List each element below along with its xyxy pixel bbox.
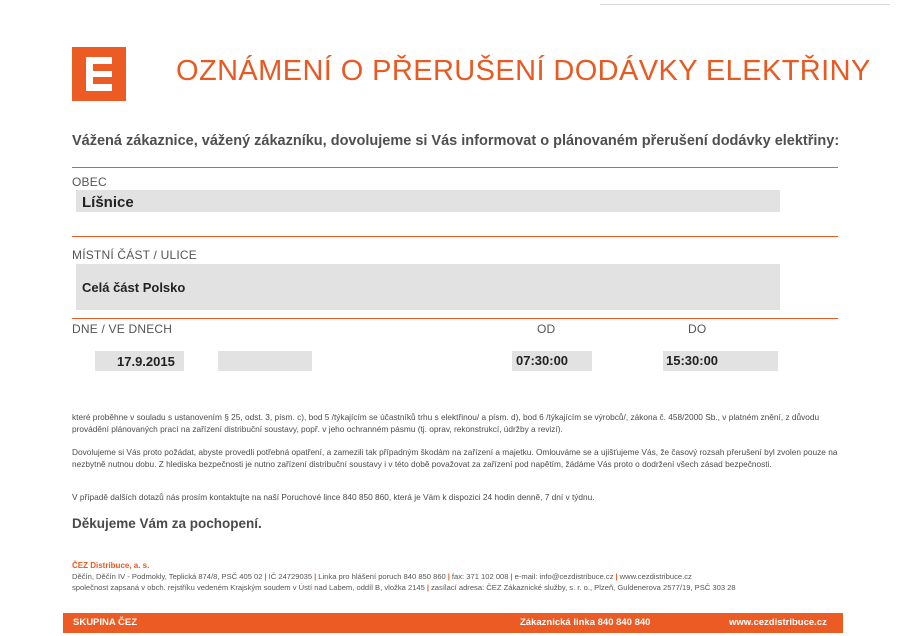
customer-line: Zákaznická linka 840 840 840 xyxy=(520,617,651,628)
footer-web: www.cezdistribuce.cz xyxy=(619,572,692,581)
ulice-label: MÍSTNÍ ČÁST / ULICE xyxy=(72,248,197,262)
den-value: 17.9.2015 xyxy=(117,354,175,369)
footer-linka: Linka pro hlášení poruch 840 850 860 xyxy=(318,572,446,581)
body-paragraph-3: V případě dalších dotazů nás prosím kontaktujte na naší Poruchové lince 840 850 860, která je Vám k dispozici 24 hodin denně, 7 dní v týdnu. xyxy=(72,492,595,502)
obec-value: Líšnice xyxy=(82,194,134,211)
den-extra-field xyxy=(218,351,312,371)
obec-label: OBEC xyxy=(72,175,107,189)
divider xyxy=(72,167,838,168)
footer-fax: fax: 371 102 008 xyxy=(451,572,509,581)
divider xyxy=(72,236,838,237)
cez-logo-icon xyxy=(72,47,126,101)
footer-sender: zasílací adresa: ČEZ Zákaznické služby, s. r. o., Plzeň, Guldenerova 2577/19, PSČ 303 28 xyxy=(431,583,736,592)
page-title: OZNÁMENÍ O PŘERUŠENÍ DODÁVKY ELEKTŘINY xyxy=(176,55,871,87)
den-label: DNE / VE DNECH xyxy=(72,322,173,336)
company-name: ČEZ Distribuce, a. s. xyxy=(72,561,150,570)
footer-registry-line: společnost zapsaná v obch. rejstříku vedeném Krajským soudem v Ústí nad Labem, oddíl B, vložka 2145 | zasílací adresa: ČEZ Zákaznické služby, s. r. o., Plzeň, Guldenerova 2577/19, PSČ 303 28 xyxy=(72,583,736,592)
do-value: 15:30:00 xyxy=(666,353,719,368)
footer-ic: IČ 24729035 xyxy=(268,572,313,581)
obec-field xyxy=(76,190,780,212)
od-value: 07:30:00 xyxy=(516,353,569,368)
bottom-bar xyxy=(63,613,843,633)
body-paragraph-2: Dovolujeme si Vás proto požádat, abyste provedli potřebná opatření, a zamezili tak případným škodám na zařízení a majetku. Omlouváme se a ujišťujeme Vás, že časový rozsah přerušení byl zvolen pouze na nezbytně nutnou dobu. Z hlediska bezpečnosti je nutno zařízení distribuční soustavy i v této době považovat za zařízení pod napětím, žádáme Vás proto o dodržení všech zásad bezpečnosti. xyxy=(72,447,838,469)
footer-address: Děčín, Děčín IV - Podmokly, Teplická 874/8, PSČ 405 02 xyxy=(72,572,263,581)
group-label: SKUPINA ČEZ xyxy=(73,617,138,628)
footer-registry: společnost zapsaná v obch. rejstříku vedeném Krajským soudem v Ústí nad Labem, oddíl B, vložka 2145 xyxy=(72,583,425,592)
thanks-text: Děkujeme Vám za pochopení. xyxy=(72,516,262,531)
body-paragraph-1: které proběhne v souladu s ustanovením § 25, odst. 3, písm. c), bod 5 /týkajícím se účastníků trhu s elektřinou/ a písm. d), bod 6 /týkajícím se výrobců/, zákona č. 458/2000 Sb., v platném znění, z důvodu provádění plánovaných prací na zařízení distribuční soustavy, popř. v jeho ochranném pásmu (tj. oprav, rekonstrukcí, údržby a revizí). xyxy=(72,412,820,434)
website-link: www.cezdistribuce.cz xyxy=(729,617,827,628)
do-label: DO xyxy=(688,322,707,336)
top-border-line xyxy=(600,4,890,5)
footer-contact-line: Děčín, Děčín IV - Podmokly, Teplická 874/8, PSČ 405 02 | IČ 24729035 | Linka pro hlášení poruch 840 850 860 | fax: 371 102 008 | e-mail: info@cezdistribuce.cz | www.cezdistribuce.cz xyxy=(72,572,692,581)
footer-email: e-mail: info@cezdistribuce.cz xyxy=(514,572,614,581)
od-label: OD xyxy=(537,322,556,336)
ulice-value: Celá část Polsko xyxy=(82,280,186,295)
greeting-text: Vážená zákaznice, vážený zákazníku, dovolujeme si Vás informovat o plánovaném přerušení dodávky elektřiny: xyxy=(72,133,840,149)
divider xyxy=(72,318,838,319)
